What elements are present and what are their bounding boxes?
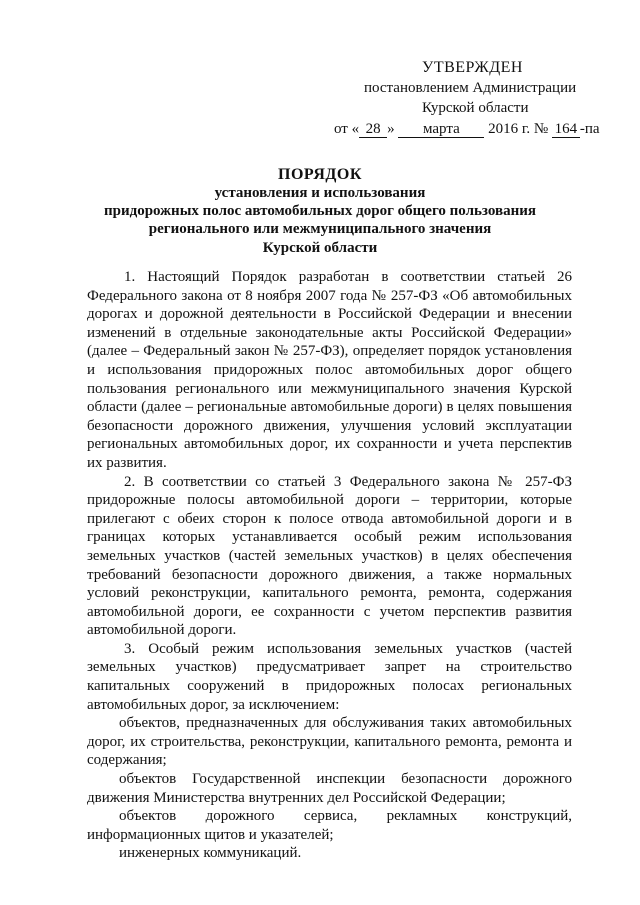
document-body <box>87 268 572 863</box>
paragraph-1: 1. Настоящий Порядок разработан в соответствии статьей 26 Федерального закона от 8 ноября 2007 года № 257-ФЗ «Об автомобильных дорогах и дорожной деятельности в Российской Федерации и внесении изменений в отдельные законодательные акты Российской Федерации» (далее – Федеральный закон № 257-ФЗ), определяет порядок установления и использования придорожных полос автомобильных дорог общего пользования регионального или межмуниципального значения Курской области (далее – региональные автомобильные дороги) в целях повышения безопасности дорожного движения, улучшения условий эксплуатации региональных автомобильных дорог, их сохранности и учета перспектив их развития. <box>87 269 572 471</box>
document-title: ПОРЯДОК <box>278 166 362 183</box>
date-month: марта <box>398 121 484 138</box>
paragraph-2: 2. В соответствии со статьей 3 Федерального закона № 257-ФЗ придорожные полосы автомобильной дороги – территории, которые прилегают с обеих сторон к полосе отвода автомобильной дороги и в границах которых устанавливается особый режим использования земельных участков (частей земельных участков) в целях обеспечения требований безопасности дорожного движения, а также нормальных условий реконструкции, капитального ремонта, ремонта, содержания автомобильной дороги, ее сохранности с учетом перспектив развития автомобильной дороги. <box>87 473 572 639</box>
date-mid: » <box>387 121 395 137</box>
exception-item-4: инженерных коммуникаций. <box>119 845 302 862</box>
approval-resolution: постановлением Администрации <box>364 80 577 96</box>
approval-heading: УТВЕРЖДЕН <box>422 59 523 76</box>
exception-item-3: объектов дорожного сервиса, рекламных конструкций, информационных щитов и указателей; <box>87 808 572 843</box>
document-number: 164 <box>552 121 580 138</box>
exception-item-1: объектов, предназначенных для обслуживания таких автомобильных дорог, их строительства, реконструкции, капитального ремонта, ремонта и содержания; <box>87 715 572 769</box>
exception-item-2: объектов Государственной инспекции безопасности дорожного движения Министерства внутренних дел Российской Федерации; <box>87 771 572 806</box>
approval-region: Курской области <box>422 100 529 116</box>
paragraph-3: 3. Особый режим использования земельных участков (частей земельных участков) предусматривает запрет на строительство капитальных сооружений в придорожных полосах региональных автомобильных дорог, за исключением: <box>87 640 572 713</box>
date-year: 2016 г. № <box>488 121 549 137</box>
title-line-4: регионального или межмуниципального значения <box>148 221 492 237</box>
number-suffix: -па <box>579 121 600 137</box>
title-line-3: придорожных полос автомобильных дорог общего пользования <box>103 203 537 219</box>
date-day: 28 <box>359 121 387 138</box>
approval-date-line <box>334 119 600 139</box>
date-prefix: от « <box>334 121 360 137</box>
title-line-2: установления и использования <box>214 185 426 201</box>
title-line-5: Курской области <box>262 240 378 256</box>
